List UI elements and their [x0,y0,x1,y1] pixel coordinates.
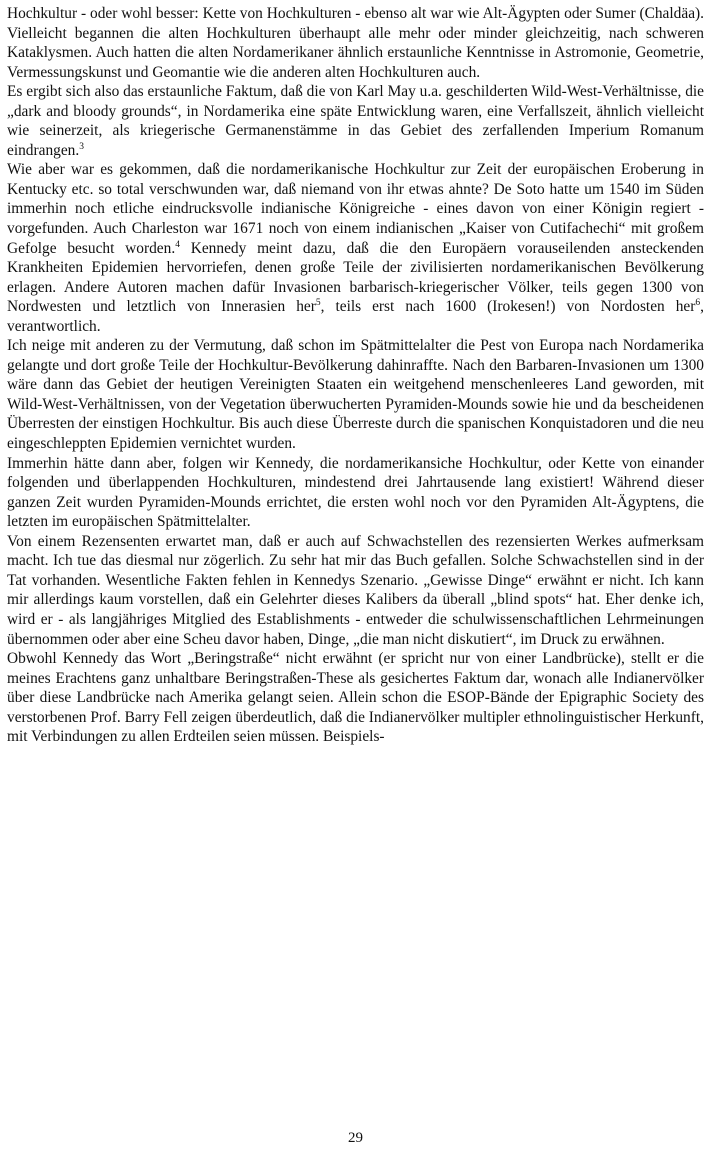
footnote-ref-5[interactable]: 5 [315,298,321,309]
paragraph-1: Hochkultur - oder wohl besser: Kette von Hochkulturen - ebenso alt war wie Alt-Ägypten oder Sumer (Chaldäa). Vielleicht begannen die alten Hochkulturen überhaupt alle mehr oder minder gleichzeitig, nach schweren Kataklysmen. Auch hatten die alten Nordamerikaner ähnlich erstaunliche Kenntnisse in Astromonie, Geometrie, Vermessungskunst und Geomantie wie die anderen alten Hochkulturen auch. [7,5,704,81]
paragraph-5: Immerhin hätte dann aber, folgen wir Kennedy, die nordamerikansiche Hochkultur, oder Kette von einander folgenden und überlappenden Hochkulturen, mindestend drei Jahrtausende lang existiert! Während dieser ganzen Zeit wurden Pyramiden-Mounds errichtet, die ersten wohl noch vor den Pyramiden Alt-Ägyptens, die letzten im europäischen Spätmittelalter. [7,454,704,531]
paragraph-4: Ich neige mit anderen zu der Vermutung, daß schon im Spätmittelalter die Pest von Europa nach Nordamerika gelangte und dort große Teile der Hochkultur-Bevölkerung dahinraffte. Nach den Barbaren-Invasionen um 1300 wäre dann das Gebiet der heutigen Vereinigten Staaten ein weitgehend menschenleeres Land geworden, mit Wild-West-Verhältnissen, von der Vegetation überwucherten Pyramiden-Mounds sowie hie und da bescheidenen Überresten der einstigen Hochkultur. Bis auch diese Überreste durch die spanischen Konquistadoren und die neu eingeschleppten Epidemien vernichtet wurden. [7,337,704,453]
paragraph-6: Von einem Rezensenten erwartet man, daß er auch auf Schwachstellen des rezensierten Werkes aufmerksam macht. Ich tue das diesmal nur zögerlich. Zu sehr hat mir das Buch gefallen. Solche Schwachstellen sind in der Tat vorhanden. Wesentliche Fakten fehlen in Kennedys Szenario. „Gewisse Dinge“ erwähnt er nicht. Ich kann mir allerdings kaum vorstellen, daß ein Gelehrter dieses Kalibers da überall „blind spots“ hat. Eher denke ich, wird er - als langjähriges Mitglied des Establishments - entweder die schulwissenschaftlichen Lehrmeinungen übernommen oder aber eine Scheu davor haben, Dinge, „die man nicht diskutiert“, im Druck zu erwähnen. [7,532,704,648]
paragraph-3: Wie aber war es gekommen, daß die nordamerikanische Hochkultur zur Zeit der europäischen Eroberung in Kentucky etc. so total verschwunden war, daß niemand von ihr etwas ahnte? De Soto hatte um 1540 im Süden immerhin noch etliche eindrucksvolle indianische Königreiche - eines davon von einer Königin regiert - vorgefunden. Auch Charleston war 1671 noch von einem indianischen „Kaiser von Cutifachechi“ mit großem Gefolge besucht worden.$^4$ Kennedy meint dazu, daß die den Europäern vorauseilenden ansteckenden Krankheiten Epidemien hervorriefen, denen große Teile der zivilisierten nordamerikanischen Bevölkerung erlagen. Andere Autoren machen dafür Invasionen barbarisch-kriegerischer Völker, teils gegen 1300 von Nordwesten und letztlich von Innerasien her$^5$, teils erst nach 1600 (Irokesen!) von Nordosten her$^6$, verantwortlich. [7,161,704,335]
page-number: 29 [348,1130,363,1146]
paragraph-7: Obwohl Kennedy das Wort „Beringstraße“ nicht erwähnt (er spricht nur von einer Landbrücke), stellt er die meines Erachtens ganz unhaltbare Beringstraßen-These als gesichertes Faktum dar, wonach alle Indianervölker über diese Landbrücke nach Amerika gelangt seien. Allein schon die ESOP-Bände der Epigraphic Society des verstorbenen Prof. Barry Fell zeigen überdeutlich, daß die Indianervölker multipler ethnolinguistischer Herkunft, mit Verbindungen zu allen Erdteilen seien müssen. Beispiels- [7,650,704,746]
paragraph-2: Es ergibt sich also das erstaunliche Faktum, daß die von Karl May u.a. geschilderten Wild-West-Verhältnisse, die „dark and bloody grounds“, in Nordamerika eine späte Entwicklung waren, eine Verfallszeit, ähnlich vielleicht wie seinerzeit, als kriegerische Germanenstämme in das Gebiet des zerfallenden Imperium Romanum eindrangen.$^3$ [7,83,704,159]
footnote-ref-6[interactable]: 6 [695,298,701,309]
document-body [7,4,704,747]
footnote-ref-4[interactable]: 4 [175,239,180,250]
footnote-ref-3[interactable]: 3 [79,141,84,152]
